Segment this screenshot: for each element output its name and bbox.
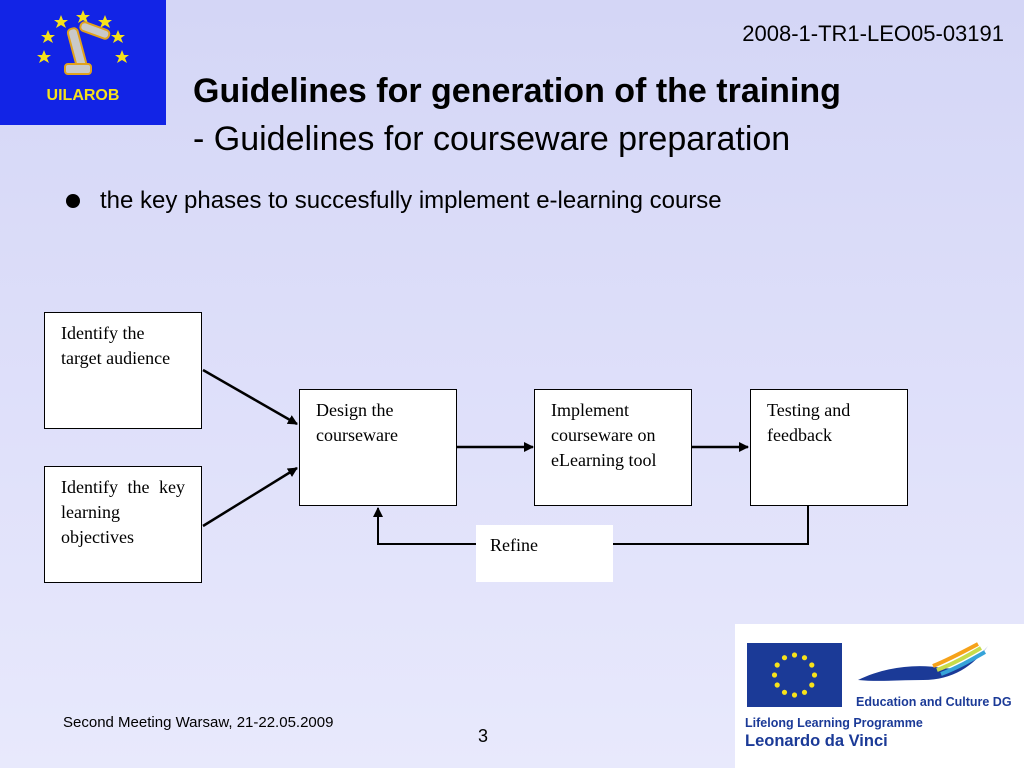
eu-star	[775, 682, 780, 687]
logo-text: UILAROB	[46, 87, 120, 104]
eu-star	[802, 655, 807, 660]
eu-star	[782, 655, 787, 660]
box-implement-courseware: Implement courseware on eLearning tool	[534, 389, 692, 506]
eu-flag-icon	[747, 643, 842, 707]
eu-star	[782, 690, 787, 695]
eu-star	[802, 690, 807, 695]
page-title: Guidelines for generation of the training	[193, 72, 841, 110]
box-design-courseware: Design the courseware	[299, 389, 457, 506]
eu-star	[772, 672, 777, 677]
eu-star	[792, 652, 797, 657]
page-subtitle: - Guidelines for courseware preparation	[193, 120, 791, 158]
eu-star	[809, 662, 814, 667]
llp-label: Lifelong Learning Programme	[745, 716, 923, 730]
arrow-objectives-to-design	[203, 468, 297, 526]
eu-star	[812, 672, 817, 677]
refine-label: Refine	[476, 525, 613, 582]
bullet-text: the key phases to succesfully implement e-learning course	[100, 187, 722, 214]
box-target-audience: Identify the target audience	[44, 312, 202, 429]
eu-programme-logo	[735, 624, 1024, 768]
leonardo-label: Leonardo da Vinci	[745, 732, 888, 750]
eu-star	[809, 682, 814, 687]
project-code: 2008-1-TR1-LEO05-03191	[742, 21, 1004, 46]
arrow-audience-to-design	[203, 370, 297, 424]
box-testing-feedback: Testing and feedback	[750, 389, 908, 506]
eu-star	[792, 692, 797, 697]
dg-label: Education and Culture DG	[856, 695, 1012, 709]
dg-swoosh-icon	[853, 638, 993, 693]
box-learning-objectives: Identify the key learning objectives	[44, 466, 202, 583]
eu-star	[775, 662, 780, 667]
eu-stars	[747, 643, 842, 707]
footer-meeting: Second Meeting Warsaw, 21-22.05.2009	[63, 714, 334, 731]
page-number: 3	[478, 726, 489, 746]
